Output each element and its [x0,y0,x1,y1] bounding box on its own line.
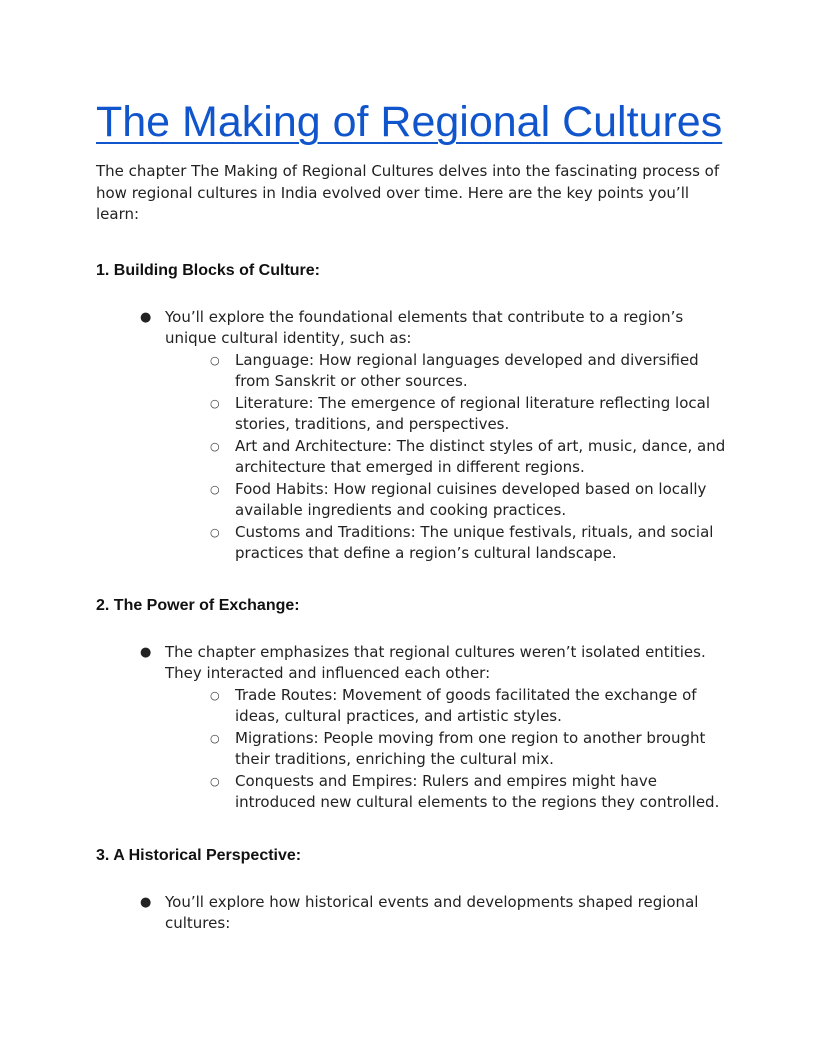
section-heading-historical-perspective: 3. A Historical Perspective: [96,846,302,864]
hollow-circle-icon: ○ [210,482,220,496]
sub-item-literature [165,393,736,436]
hollow-circle-icon: ○ [210,774,220,788]
sub-item-conquests [165,771,736,814]
sub-item-food-habits [165,479,736,522]
sub-item-text: Migrations: People moving from one region to another brought their traditions, enriching the cultural mix. [235,728,706,768]
hollow-circle-icon: ○ [210,439,220,453]
bullet-list [96,307,736,565]
sub-item-text: Trade Routes: Movement of goods facilitated the exchange of ideas, cultural practices, and artistic styles. [235,685,697,725]
bullet-text: You’ll explore how historical events and developments shaped regional cultures: [165,892,699,932]
document-page [96,96,736,935]
bullet-text: You’ll explore the foundational elements that contribute to a region’s unique cultural identity, such as: [165,307,684,347]
bullet-list [96,642,736,814]
hollow-circle-icon: ○ [210,688,220,702]
bullet-dot-icon: ● [140,309,152,325]
sub-item-text: Conquests and Empires: Rulers and empires might have introduced new cultural elements to the regions they controlled. [235,771,720,811]
bullet-item [96,642,736,814]
section-heading-building-blocks: 1. Building Blocks of Culture: [96,261,321,279]
sub-item-trade-routes [165,685,736,728]
bullet-item [96,307,736,565]
sub-item-customs [165,522,736,565]
sub-item-art-architecture [165,436,736,479]
sub-list [165,685,736,814]
sub-item-migrations [165,728,736,771]
sub-item-text: Language: How regional languages developed and diversified from Sanskrit or other sources. [235,350,699,390]
page-title-link[interactable]: The Making of Regional Cultures [96,98,723,146]
sub-item-text: Food Habits: How regional cuisines developed based on locally available ingredients and cooking practices. [235,479,707,519]
bullet-list [96,892,736,935]
bullet-text: The chapter emphasizes that regional cultures weren’t isolated entities. They interacted and influenced each other: [165,642,706,682]
hollow-circle-icon: ○ [210,731,220,745]
intro-paragraph: The chapter The Making of Regional Cultures delves into the fascinating process of how regional cultures in India evolved over time. Here are the key points you’ll learn: [96,162,720,223]
sub-item-language [165,350,736,393]
bullet-dot-icon: ● [140,894,152,910]
bullet-item [96,892,736,935]
sub-item-text: Literature: The emergence of regional literature reflecting local stories, traditions, and perspectives. [235,393,711,433]
hollow-circle-icon: ○ [210,396,220,410]
sub-list [165,350,736,565]
section-heading-power-of-exchange: 2. The Power of Exchange: [96,596,300,614]
sub-item-text: Customs and Traditions: The unique festivals, rituals, and social practices that define a region’s cultural landscape. [235,522,714,562]
bullet-dot-icon: ● [140,644,152,660]
sub-item-text: Art and Architecture: The distinct styles of art, music, dance, and architecture that emerged in different regions. [235,436,726,476]
hollow-circle-icon: ○ [210,525,220,539]
hollow-circle-icon: ○ [210,353,220,367]
